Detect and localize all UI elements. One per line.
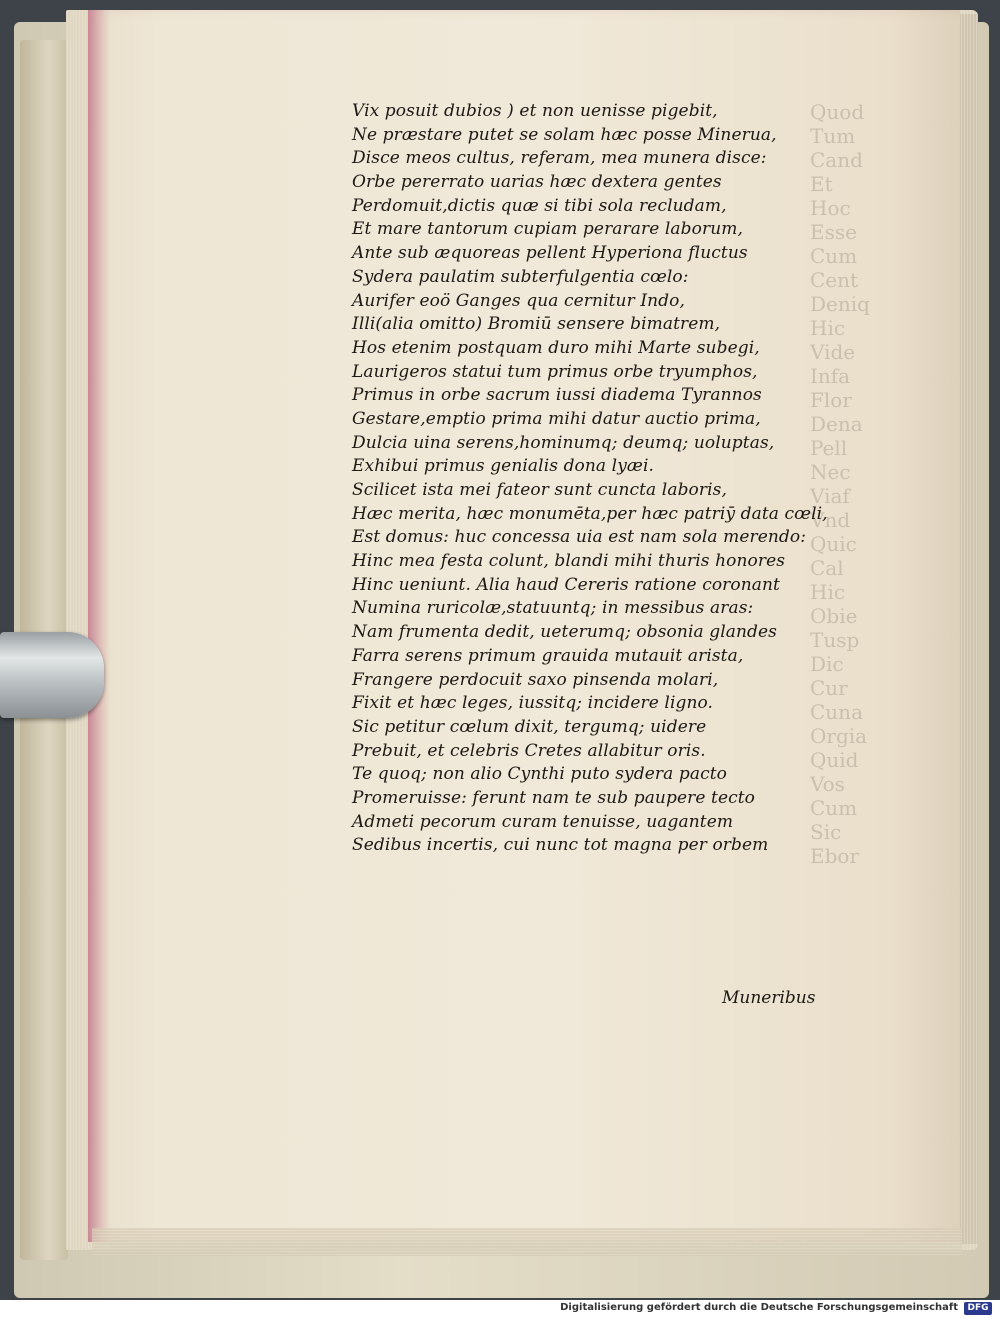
verse-line: Vix posuit dubios ) et non uenisse pigebit, bbox=[352, 101, 718, 121]
verse-line: Te quoq; non alio Cynthi puto sydera pacto bbox=[352, 764, 727, 785]
show-through-text: Quod Tum Cand Et Hoc Esse Cum Cent Deniq Hic Vide Infa Flor Dena Pell Nec Viaf Vnd Quic Cal Hic Obie Tusp Dic Cur Cuna Orgia Quid Vos Cum Sic Ebor bbox=[810, 100, 870, 868]
verse-line: Sic petitur cœlum dixit, tergumq; uidere bbox=[352, 716, 707, 737]
page-edge-bottom bbox=[92, 1228, 962, 1256]
verse-line: Prebuit, et celebris Cretes allabitur oris. bbox=[352, 740, 706, 761]
verse-line: Admeti pecorum curam tenuisse, uagantem bbox=[352, 811, 734, 832]
verse-line: Orbe pererrato uarias hæc dextera gentes bbox=[352, 172, 722, 193]
verse-line: Hinc ueniunt. Alia haud Cereris ratione coronant bbox=[352, 574, 780, 595]
metal-clasp bbox=[0, 632, 104, 718]
verse-line: Est domus: huc concessa uia est nam sola merendo: bbox=[352, 527, 807, 548]
verse-line: Frangere perdocuit saxo pinsenda molari, bbox=[352, 669, 719, 690]
verse-line: Hæc merita, hæc monumēta,per hæc patriȳ data cœli, bbox=[352, 503, 828, 524]
verse-text bbox=[352, 100, 828, 858]
verse-line: Primus in orbe sacrum iussi diadema Tyrannos bbox=[352, 385, 762, 406]
verse-line: Sydera paulatim subterfulgentia cœlo: bbox=[352, 266, 689, 287]
footer-bar bbox=[0, 1300, 1000, 1318]
verse-line: Laurigeros statui tum primus orbe tryumphos, bbox=[352, 361, 758, 382]
catchword: Muneribus bbox=[722, 988, 816, 1008]
funding-credit: Digitalisierung gefördert durch die Deutsche Forschungsgemeinschaft bbox=[560, 1302, 958, 1313]
verse-line: Ante sub æquoreas pellent Hyperiona fluctus bbox=[352, 243, 748, 264]
verse-line: Scilicet ista mei fateor sunt cuncta laboris, bbox=[352, 480, 727, 500]
verse-line: Perdomuit,dictis quæ si tibi sola recludam, bbox=[352, 195, 727, 216]
verse-line: Hos etenim postquam duro mihi Marte subegi, bbox=[352, 337, 760, 358]
page-edge-right bbox=[960, 14, 978, 1244]
verse-line: Illi(alia omitto) Bromiū sensere bimatrem, bbox=[352, 314, 721, 335]
verse-line: Exhibui primus genialis dona lyæi. bbox=[352, 456, 655, 477]
verse-line: Gestare,emptio prima mihi datur auctio prima, bbox=[352, 408, 761, 429]
verse-line: Farra serens primum grauida mutauit arista, bbox=[352, 645, 744, 666]
dfg-logo: DFG bbox=[964, 1302, 992, 1315]
verse-line: Dulcia uina serens,hominumq; deumq; uoluptas, bbox=[352, 432, 775, 453]
verse-line: Hinc mea festa colunt, blandi mihi thuris honores bbox=[352, 551, 786, 572]
verse-line: Fixit et hæc leges, iussitq; incidere ligno. bbox=[352, 693, 714, 714]
verse-line: Nam frumenta dedit, ueterumq; obsonia glandes bbox=[352, 622, 777, 643]
verse-line: Et mare tantorum cupiam perarare laborum, bbox=[352, 219, 743, 240]
verse-line: Sedibus incertis, cui nunc tot magna per orbem bbox=[352, 835, 769, 856]
verse-line: Ne præstare putet se solam hæc posse Minerua, bbox=[352, 124, 777, 145]
verse-line: Aurifer eoö Ganges qua cernitur Indo, bbox=[352, 290, 685, 311]
verse-line: Promeruisse: ferunt nam te sub paupere tecto bbox=[352, 787, 755, 808]
verse-line: Numina ruricolæ,statuuntq; in messibus aras: bbox=[352, 598, 754, 619]
verse-line: Disce meos cultus, referam, mea munera disce: bbox=[352, 148, 767, 169]
